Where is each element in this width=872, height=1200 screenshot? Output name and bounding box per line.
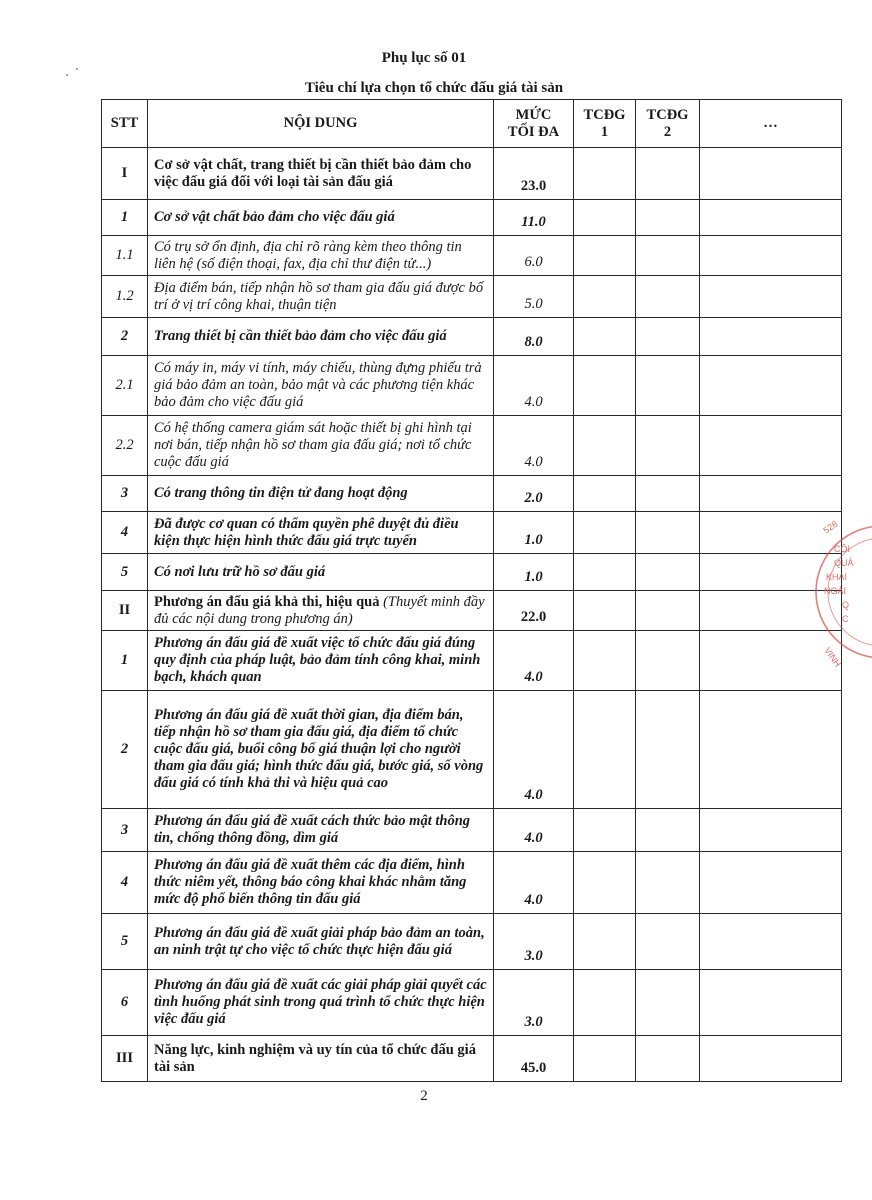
row-content: Phương án đấu giá đề xuất việc tổ chức đấu giá đúng quy định của pháp luật, bảo đảm tính công khai, minh bạch, khách quan	[148, 631, 494, 691]
score-cell	[700, 276, 842, 318]
row-stt: 4	[102, 512, 148, 554]
score-cell	[636, 631, 700, 691]
page-number: 2	[420, 1088, 428, 1104]
row-stt: 1	[102, 631, 148, 691]
table-header-row	[102, 100, 842, 148]
score-cell	[574, 356, 636, 416]
col-header-max-line2: TỐI ĐA	[507, 123, 560, 140]
row-content: Có nơi lưu trữ hồ sơ đấu giá	[148, 554, 494, 591]
row-content: Có máy in, máy vi tính, máy chiếu, thùng đựng phiếu trả giá bảo đảm an toàn, bảo mật và các phương tiện khác bảo đảm cho việc đấu giá	[148, 356, 494, 416]
table-row	[102, 148, 842, 200]
row-max: 6.0	[494, 236, 574, 276]
score-cell	[574, 691, 636, 809]
stamp-text: KHAI	[826, 572, 848, 582]
row-max: 8.0	[494, 318, 574, 356]
score-cell	[636, 236, 700, 276]
score-cell	[700, 1036, 842, 1082]
score-cell	[636, 914, 700, 970]
row-content	[148, 591, 494, 631]
row-max: 4.0	[494, 631, 574, 691]
score-cell	[574, 476, 636, 512]
row-stt: 1.2	[102, 276, 148, 318]
row-content: Địa điểm bán, tiếp nhận hồ sơ tham gia đấu giá được bố trí ở vị trí công khai, thuận tiện	[148, 276, 494, 318]
table-row	[102, 970, 842, 1036]
score-cell	[700, 691, 842, 809]
table-row	[102, 809, 842, 852]
stamp-text: 528	[821, 518, 840, 536]
score-cell	[574, 512, 636, 554]
score-cell	[636, 691, 700, 809]
score-cell	[700, 416, 842, 476]
row-stt: 1.1	[102, 236, 148, 276]
row-stt: III	[102, 1036, 148, 1082]
table-row	[102, 236, 842, 276]
row-content: Phương án đấu giá đề xuất giải pháp bảo đảm an toàn, an ninh trật tự cho việc tổ chức thực hiện đấu giá	[148, 914, 494, 970]
score-cell	[574, 148, 636, 200]
col-header-org1	[574, 100, 636, 148]
col-header-max	[494, 100, 574, 148]
row-content: Có hệ thống camera giám sát hoặc thiết bị ghi hình tại nơi bán, tiếp nhận hồ sơ tham gia đấu giá; nơi tổ chức cuộc đấu giá	[148, 416, 494, 476]
score-cell	[636, 356, 700, 416]
col-header-org2-line1: TCĐG	[646, 106, 689, 123]
score-cell	[636, 476, 700, 512]
score-cell	[574, 200, 636, 236]
page-title: Tiêu chí lựa chọn tổ chức đấu giá tài sản	[304, 80, 564, 96]
score-cell	[574, 276, 636, 318]
table-row	[102, 554, 842, 591]
row-max: 3.0	[494, 970, 574, 1036]
row-stt: 1	[102, 200, 148, 236]
row-max: 3.0	[494, 914, 574, 970]
table-row	[102, 1036, 842, 1082]
score-cell	[574, 914, 636, 970]
col-header-max-line1: MỨC	[515, 106, 552, 123]
col-header-more: …	[700, 100, 842, 148]
row-content: Phương án đấu giá đề xuất cách thức bảo mật thông tin, chống thông đồng, dìm giá	[148, 809, 494, 852]
row-max: 22.0	[494, 591, 574, 631]
row-max: 4.0	[494, 416, 574, 476]
row-stt: 2	[102, 318, 148, 356]
table-row	[102, 631, 842, 691]
score-cell	[700, 852, 842, 914]
score-cell	[574, 416, 636, 476]
row-max: 1.0	[494, 512, 574, 554]
row-content: Phương án đấu giá đề xuất thêm các địa điểm, hình thức niêm yết, thông báo công khai khác nhằm tăng mức độ phổ biến thông tin đấu giá	[148, 852, 494, 914]
row-content-note: (Thuyết minh đầy đủ các nội dung trong phương án)	[154, 593, 485, 627]
score-cell	[636, 318, 700, 356]
table-row	[102, 512, 842, 554]
row-stt: 5	[102, 914, 148, 970]
row-max: 4.0	[494, 852, 574, 914]
score-cell	[574, 631, 636, 691]
stamp-text: CỘI	[834, 544, 851, 554]
col-header-stt: STT	[102, 100, 148, 148]
row-stt: 6	[102, 970, 148, 1036]
score-cell	[700, 356, 842, 416]
table-row	[102, 276, 842, 318]
row-content: Cơ sở vật chất bảo đảm cho việc đấu giá	[148, 200, 494, 236]
row-content: Có trụ sở ổn định, địa chỉ rõ ràng kèm theo thông tin liên hệ (số điện thoại, fax, địa chỉ thư điện tử...)	[148, 236, 494, 276]
score-cell	[700, 200, 842, 236]
score-cell	[574, 318, 636, 356]
col-header-org2-line2: 2	[663, 123, 672, 140]
row-max: 23.0	[494, 148, 574, 200]
table-row	[102, 318, 842, 356]
row-stt: 5	[102, 554, 148, 591]
score-cell	[636, 852, 700, 914]
table-row	[102, 200, 842, 236]
table-row	[102, 356, 842, 416]
row-content: Phương án đấu giá đề xuất thời gian, địa điểm bán, tiếp nhận hồ sơ tham gia đấu giá, địa điểm tổ chức cuộc đấu giá, buổi công bố giá thuận lợi cho người tham gia đấu giá; hình thức đấu giá, bước giá, số vòng đấu giá có tính khả thi và hiệu quả cao	[148, 691, 494, 809]
score-cell	[574, 852, 636, 914]
row-max: 2.0	[494, 476, 574, 512]
stamp-text: QUẢ	[834, 558, 854, 568]
score-cell	[700, 809, 842, 852]
stamp-text: Q	[842, 600, 850, 610]
red-stamp-seal	[812, 512, 872, 672]
score-cell	[574, 970, 636, 1036]
row-stt: 3	[102, 476, 148, 512]
table-row	[102, 416, 842, 476]
appendix-heading: Phụ lục số 01	[381, 50, 467, 66]
row-content-main: Phương án đấu giá khả thi, hiệu quả	[154, 593, 380, 610]
col-header-org1-line1: TCĐG	[583, 106, 626, 123]
row-max: 45.0	[494, 1036, 574, 1082]
row-content: Đã được cơ quan có thẩm quyền phê duyệt đủ điều kiện thực hiện hình thức đấu giá trực tuyến	[148, 512, 494, 554]
row-content: Năng lực, kinh nghiệm và uy tín của tổ chức đấu giá tài sản	[148, 1036, 494, 1082]
score-cell	[700, 476, 842, 512]
row-stt: II	[102, 591, 148, 631]
score-cell	[636, 148, 700, 200]
table-row	[102, 591, 842, 631]
scan-speck	[66, 74, 68, 76]
row-stt: I	[102, 148, 148, 200]
score-cell	[636, 591, 700, 631]
table-row	[102, 476, 842, 512]
score-cell	[636, 970, 700, 1036]
score-cell	[574, 1036, 636, 1082]
row-stt: 2.2	[102, 416, 148, 476]
score-cell	[700, 970, 842, 1036]
row-max: 4.0	[494, 691, 574, 809]
row-content: Có trang thông tin điện tử đang hoạt động	[148, 476, 494, 512]
row-stt: 4	[102, 852, 148, 914]
table-row	[102, 691, 842, 809]
stamp-text: VINH	[822, 645, 843, 669]
score-cell	[636, 809, 700, 852]
score-cell	[574, 809, 636, 852]
score-cell	[636, 200, 700, 236]
row-max: 5.0	[494, 276, 574, 318]
score-cell	[636, 276, 700, 318]
score-cell	[636, 512, 700, 554]
score-cell	[700, 236, 842, 276]
score-cell	[574, 554, 636, 591]
score-cell	[700, 318, 842, 356]
col-header-content: NỘI DUNG	[148, 100, 494, 148]
stamp-text: C	[842, 614, 849, 624]
row-stt: 2	[102, 691, 148, 809]
row-content: Cơ sở vật chất, trang thiết bị cần thiết bảo đảm cho việc đấu giá đối với loại tài sản đấu giá	[148, 148, 494, 200]
score-cell	[574, 591, 636, 631]
criteria-table	[101, 99, 842, 1082]
row-max: 1.0	[494, 554, 574, 591]
row-stt: 3	[102, 809, 148, 852]
row-content: Phương án đấu giá đề xuất các giải pháp giải quyết các tình huống phát sinh trong quá trình tổ chức thực hiện việc đấu giá	[148, 970, 494, 1036]
score-cell	[700, 148, 842, 200]
stamp-text: NGÀI	[824, 586, 847, 596]
row-max: 4.0	[494, 356, 574, 416]
table-row	[102, 914, 842, 970]
scan-speck	[76, 68, 78, 70]
score-cell	[636, 416, 700, 476]
col-header-org1-line2: 1	[600, 123, 609, 140]
score-cell	[636, 1036, 700, 1082]
row-stt: 2.1	[102, 356, 148, 416]
score-cell	[574, 236, 636, 276]
row-max: 11.0	[494, 200, 574, 236]
row-max: 4.0	[494, 809, 574, 852]
score-cell	[636, 554, 700, 591]
col-header-org2	[636, 100, 700, 148]
table-row	[102, 852, 842, 914]
row-content: Trang thiết bị cần thiết bảo đảm cho việc đấu giá	[148, 318, 494, 356]
score-cell	[700, 914, 842, 970]
